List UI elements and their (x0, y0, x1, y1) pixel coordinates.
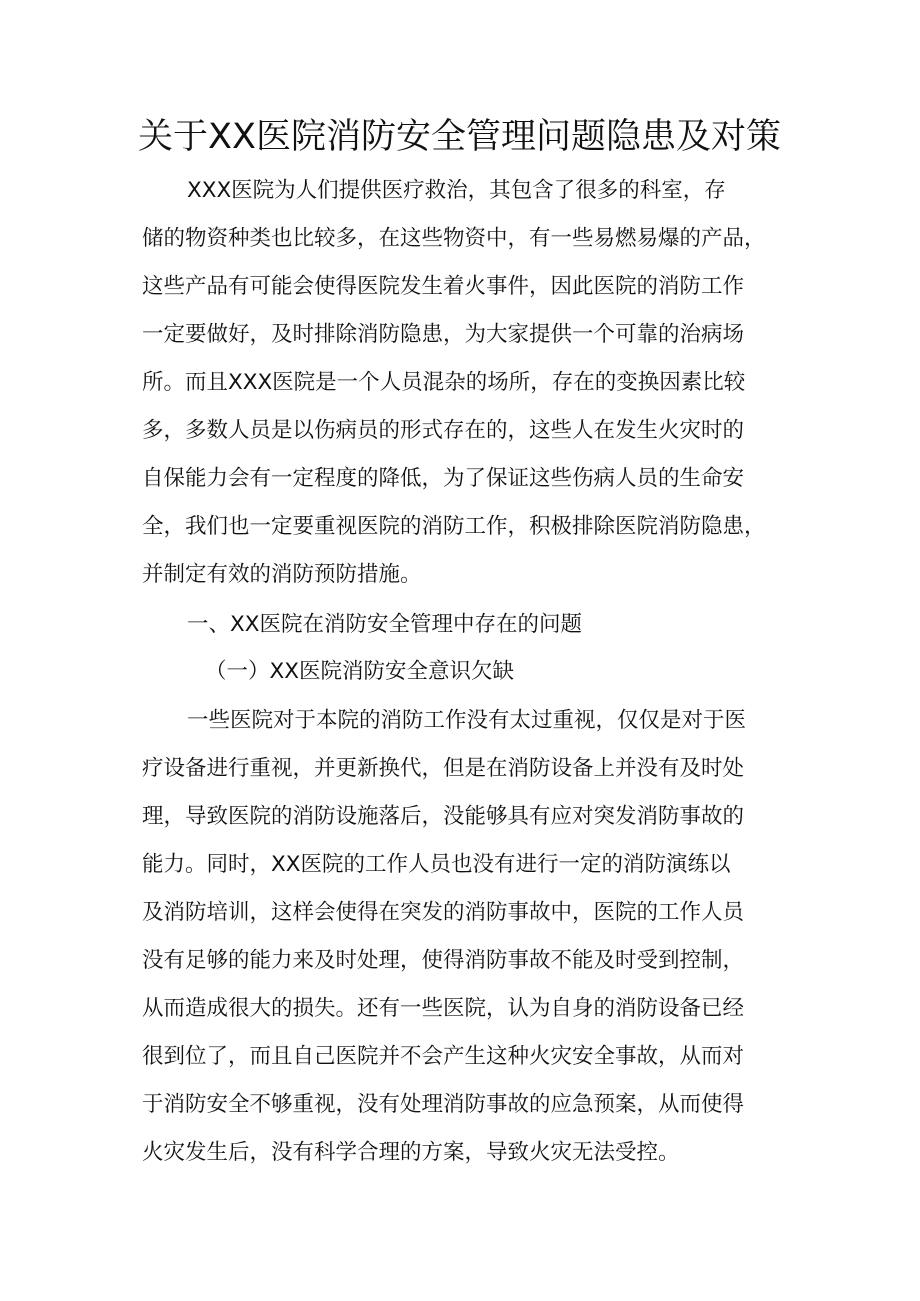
paragraph-2-line-6: 没有足够的能力来及时处理，使得消防事故不能及时受到控制， (142, 948, 745, 973)
paragraph-1-line-5: 所。而且XXX医院是一个人员混杂的场所，存在的变换因素比较 (142, 370, 746, 395)
paragraph-2-line-2: 疗设备进行重视，并更新换代，但是在消防设备上并没有及时处 (142, 756, 745, 781)
section-heading: 一、XX医院在消防安全管理中存在的问题 (187, 612, 582, 637)
paragraph-2-line-8: 很到位了，而且自己医院并不会产生这种火灾安全事故，从而对 (142, 1044, 745, 1069)
paragraph-1-line-6: 多，多数人员是以伤病员的形式存在的，这些人在发生火灾时的 (142, 418, 745, 443)
paragraph-1-line-1: XXX医院为人们提供医疗救治，其包含了很多的科室，存 (187, 178, 726, 203)
paragraph-1-line-3: 这些产品有可能会使得医院发生着火事件，因此医院的消防工作 (142, 274, 745, 299)
paragraph-2-line-5: 及消防培训，这样会使得在突发的消防事故中，医院的工作人员 (142, 900, 745, 925)
paragraph-1-line-7: 自保能力会有一定程度的降低，为了保证这些伤病人员的生命安 (142, 466, 745, 491)
paragraph-1-line-2: 储的物资种类也比较多，在这些物资中，有一些易燃易爆的产品， (142, 226, 766, 251)
paragraph-1-line-4: 一定要做好，及时排除消防隐患，为大家提供一个可靠的治病场 (142, 322, 745, 347)
paragraph-2-line-10: 火灾发生后，没有科学合理的方案，导致火灾无法受控。 (142, 1140, 680, 1165)
paragraph-2-line-7: 从而造成很大的损失。还有一些医院，认为自身的消防设备已经 (142, 996, 745, 1021)
paragraph-2-line-9: 于消防安全不够重视，没有处理消防事故的应急预案，从而使得 (142, 1092, 745, 1117)
subsection-heading: （一）XX医院消防安全意识欠缺 (205, 659, 514, 684)
paragraph-2-line-4: 能力。同时，XX医院的工作人员也没有进行一定的消防演练以 (142, 852, 731, 877)
paragraph-1-line-9: 并制定有效的消防预防措施。 (142, 562, 422, 587)
paragraph-1-line-8: 全，我们也一定要重视医院的消防工作，积极排除医院消防隐患， (142, 514, 766, 539)
paragraph-2-line-3: 理，导致医院的消防设施落后，没能够具有应对突发消防事故的 (142, 804, 745, 829)
paragraph-2-line-1: 一些医院对于本院的消防工作没有太过重视，仅仅是对于医 (187, 708, 747, 733)
document-title: 关于XX医院消防安全管理问题隐患及对策 (138, 117, 781, 157)
